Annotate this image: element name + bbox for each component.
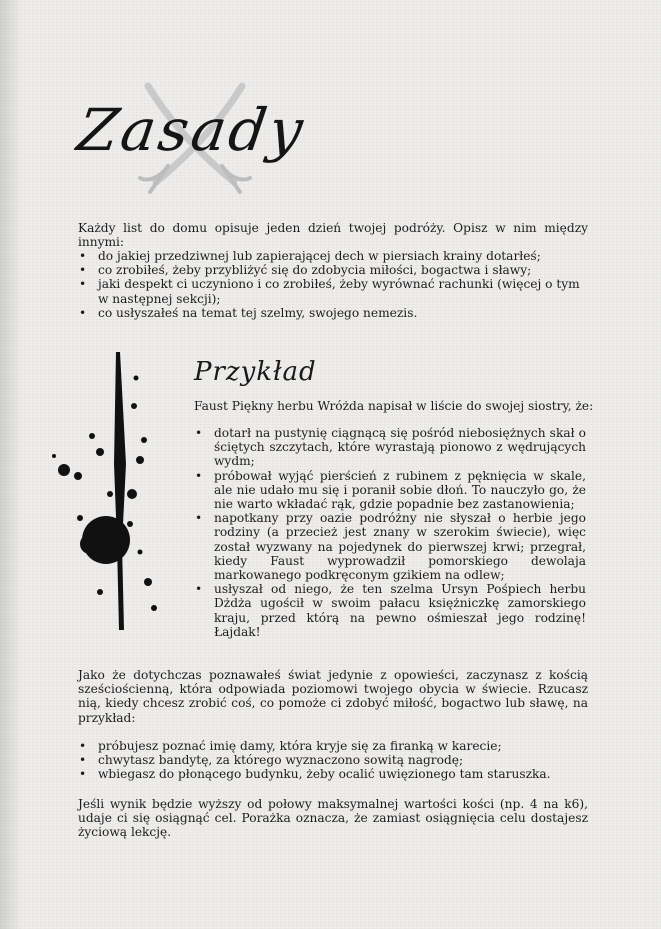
page-title: Zasady xyxy=(73,96,310,164)
list-item: • wbiegasz do płonącego budynku, żeby ocalić uwięzionego tam staruszka. xyxy=(78,767,590,781)
list-item: • do jakiej przedziwnej lub zapierającej dech w piersiach krainy dotarłeś; xyxy=(78,249,590,263)
intro-text: Każdy list do domu opisuje jeden dzień twojej podróży. Opisz w nim między innymi: xyxy=(78,221,588,250)
example-intro: Faust Piękny herbu Wróżda napisał w liście do swojej siostry, że: xyxy=(194,399,594,413)
page-fold-shadow xyxy=(0,0,22,929)
intro-list xyxy=(78,249,590,320)
list-item: • co usłyszałeś na temat tej szelmy, swojego nemezis. xyxy=(78,306,590,320)
example-list xyxy=(194,426,586,639)
title-block xyxy=(73,82,310,202)
list-item: • co zrobiłeś, żeby przybliżyć się do zdobycia miłości, bogactwa i sławy; xyxy=(78,263,590,277)
dice-examples-list xyxy=(78,739,590,782)
list-item: • próbował wyjąć pierścień z rubinem z pęknięcia w skale, ale nie udało mu się i poranił sobie dłoń. To nauczyło go, że nie warto wkładać rąk, gdzie popadnie bez zastanowienia; xyxy=(194,469,586,512)
list-item: • próbujesz poznać imię damy, która kryje się za firanką w karecie; xyxy=(78,739,590,753)
dice-paragraph: Jako że dotychczas poznawałeś świat jedynie z opowieści, zaczynasz z kością sześciościenną, która odpowiada poziomowi twojego obycia w świecie. Rzucasz nią, kiedy chcesz zrobić coś, co pomoże ci zdobyć miłość, bogactwo lub sławę, na przykład: xyxy=(78,668,588,725)
list-item: • usłyszał od niego, że ten szelma Ursyn Pośpiech herbu Dżdża ugościł w swoim pałacu księżniczkę zamorskiego kraju, przed którą na pewno ośmieszał jego rodzinę! Łajdak! xyxy=(194,582,586,639)
list-item: • jaki despekt ci uczyniono i co zrobiłeś, żeby wyrównać rachunki (więcej o tym w następnej sekcji); xyxy=(78,277,590,305)
list-item: • dotarł na pustynię ciągnącą się pośród niebosiężnych skał o ściętych szczytach, które wyrastają pionowo z wędrujących wydm; xyxy=(194,426,586,469)
example-heading: Przykład xyxy=(194,357,317,387)
ink-splatter-decoration xyxy=(44,344,168,632)
list-item: • chwytasz bandytę, za którego wyznaczono sowitą nagrodę; xyxy=(78,753,590,767)
result-paragraph: Jeśli wynik będzie wyższy od połowy maksymalnej wartości kości (np. 4 na k6), udaje ci się osiągnąć cel. Porażka oznacza, że zamiast osiągnięcia celu dostajesz życiową lekcję. xyxy=(78,797,588,840)
list-item: • napotkany przy oazie podróżny nie słyszał o herbie jego rodziny (a przecież jest znany w szerokim świecie), więc został wyzwany na pojedynek do pierwszej krwi; przegrał, kiedy Faust wyprowadził pomorskiego dewolaja markowanego podkręconym gzikiem na odlew; xyxy=(194,511,586,582)
